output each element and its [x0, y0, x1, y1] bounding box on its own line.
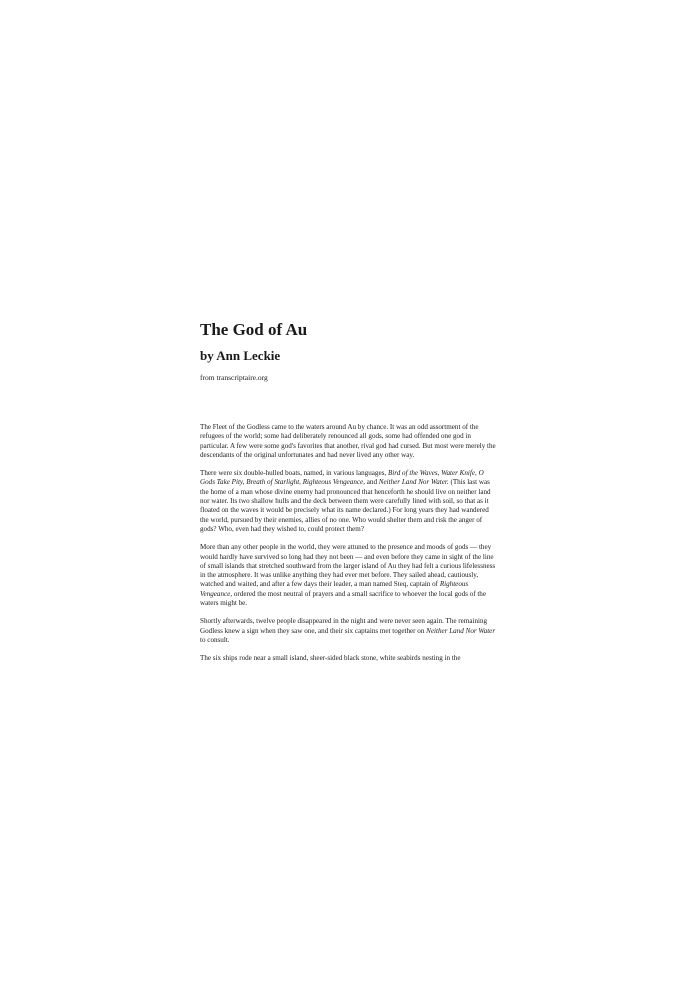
paragraph — [200, 543, 496, 608]
text-run: More than any other people in the world, they were attuned to the presence and moods of gods — they would hardly have survived so long had they not been — and even before they came in sight of the line of small islands that stretched southward from the larger island of Au they had felt a curious lifelessness in the atmosphere. It was unlike anything they had ever met before. They sailed ahead, cautiously, watched and waited, and after a few days their leader, a man named Steq, captain of — [200, 543, 496, 589]
paragraph — [200, 617, 496, 645]
source-line: from transcriptaire.org — [200, 373, 268, 382]
italic-title-run: Righteous Vengeance — [200, 580, 469, 598]
paragraph — [200, 423, 496, 460]
paragraph — [200, 654, 496, 663]
text-run: The Fleet of the Godless came to the waters around Au by chance. It was an odd assortment of the refugees of the world; some had deliberately renounced all gods, some had offended one god in particular. A few were some god's favorites that another, rival god had cursed. But most were merely the descendants of the original unfortunates and had never lived any other way. — [200, 423, 496, 459]
story-body — [200, 423, 496, 664]
text-run: , ordered the most neutral of prayers and a small sacrifice to whoever the local gods of the waters might be. — [200, 589, 487, 608]
paragraph — [200, 469, 496, 534]
document-page — [200, 316, 496, 673]
story-title: The God of Au — [200, 320, 308, 339]
text-run: There were six double-hulled boats, named, in various languages, — [200, 469, 388, 478]
italic-title-run: Bird of the Waves, Water Knife, O Gods Take Pity, Breath of Starlight, Righteous Vengeance, — [200, 469, 484, 487]
italic-title-run: Neither Land Nor Water — [426, 626, 496, 635]
text-run: (This last was the home of a man whose divine enemy had pronounced that henceforth he should live on neither land nor water. Its two shallow hulls and the deck between them were carefully lined with soil, so that as it floated on the waves it would be precisely what its name declared.) For long years they had wandered the world, pursued by their enemies, allies of no one. Who would shelter them and risk the anger of gods? Who, even had they wished to, could protect them? — [200, 478, 491, 533]
text-run: and — [364, 478, 379, 487]
text-run: to consult. — [200, 635, 230, 644]
text-run: The six ships rode near a small island, sheer-sided black stone, white seabirds nesting in the — [200, 654, 461, 663]
text-run: Shortly afterwards, twelve people disappeared in the night and were never seen again. The remaining Godless knew a sign when they saw one, and their six captains met together on — [200, 617, 488, 635]
italic-title-run: Neither Land Nor Water. — [378, 478, 449, 487]
story-byline: by Ann Leckie — [200, 348, 281, 363]
